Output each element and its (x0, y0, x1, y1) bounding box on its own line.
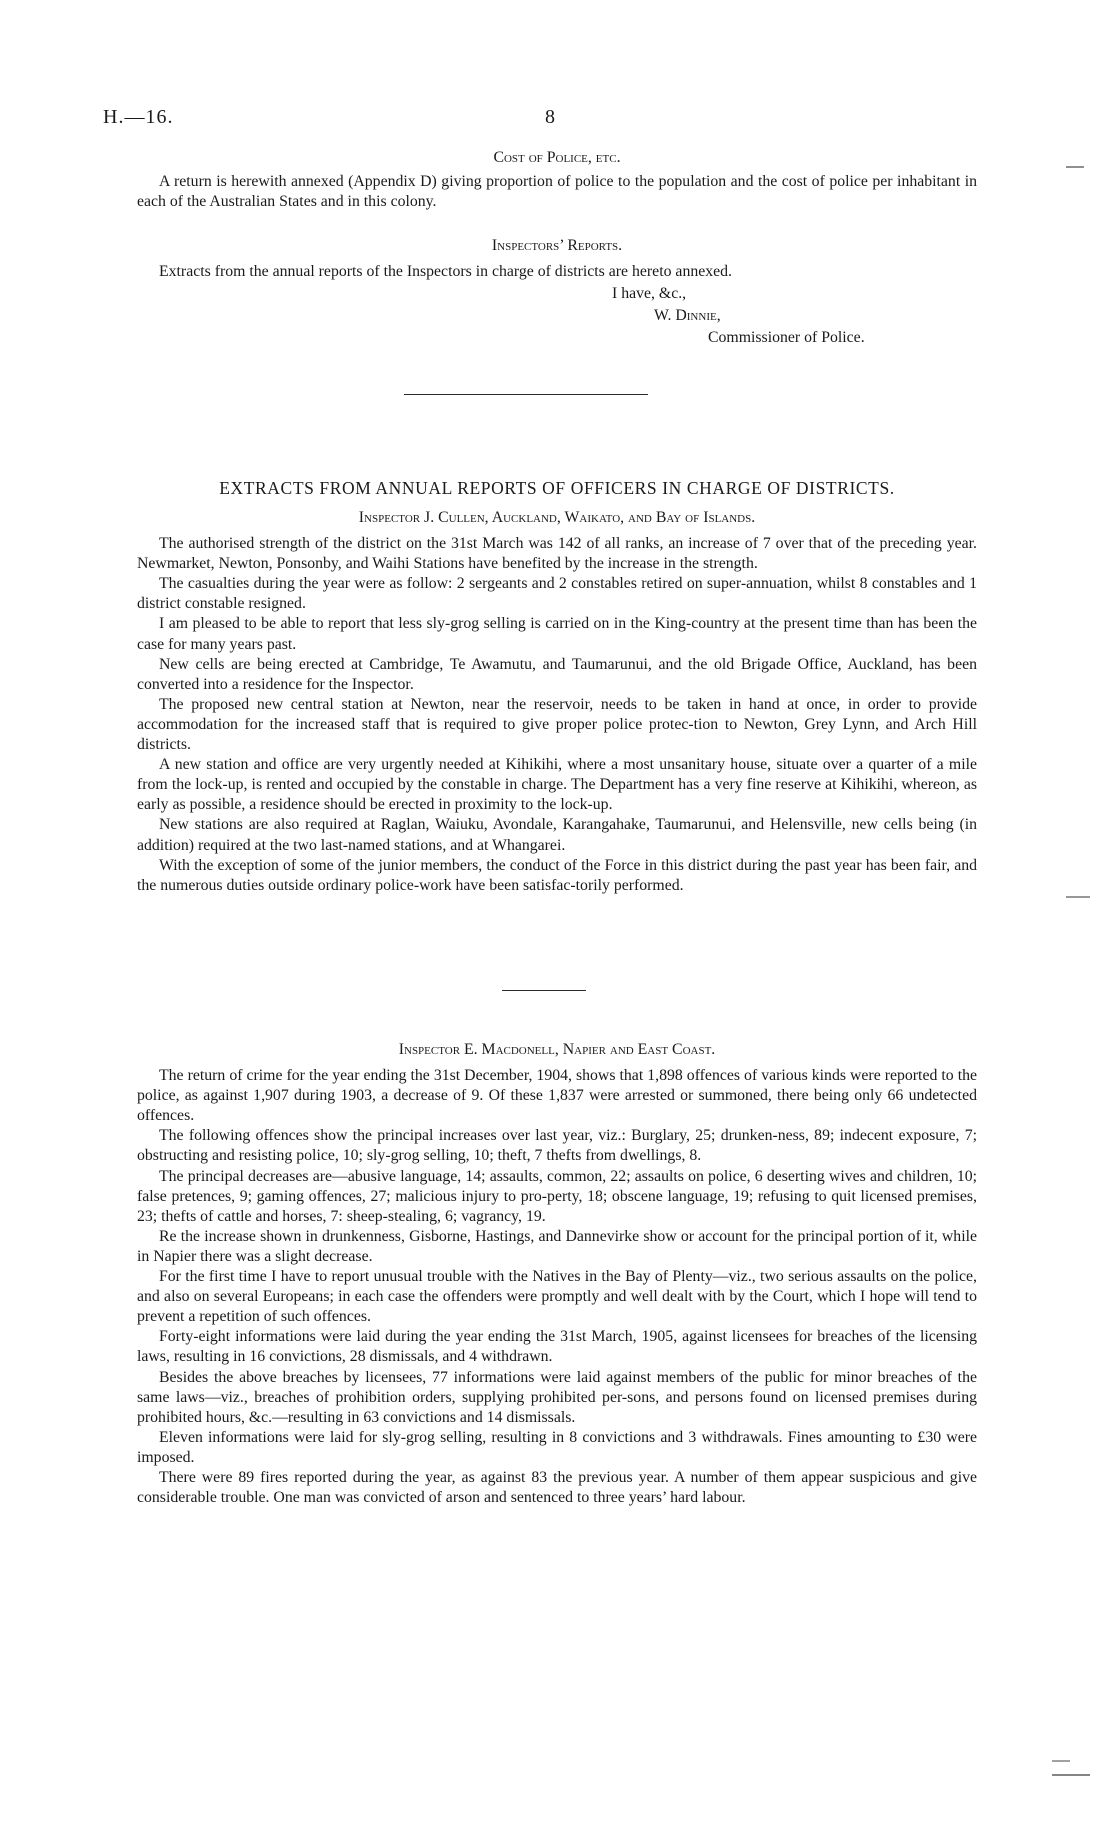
macdonell-paragraph: The principal decreases are—abusive language, 14; assaults, common, 22; assaults on police, 6 deserting wives and children, 10; false pretences, 9; gaming offences, 27; malicious injury to pro-perty, 18; obscene language, 19; refusing to quit licensed premises, 23; thefts of cattle and horses, 7: sheep-stealing, 6; vagrancy, 19. (137, 1167, 977, 1225)
inspectors-section (137, 236, 977, 282)
page-number: 8 (545, 106, 555, 128)
cullen-heading: Inspector J. Cullen, Auckland, Waikato, and Bay of Islands. (358, 509, 756, 526)
macdonell-paragraph: Forty-eight informations were laid during the year ending the 31st March, 1905, against licensees for breaches of the licensing laws, resulting in 16 convictions, 28 dismissals, and 4 withdrawn. (137, 1328, 977, 1366)
extracts-block (137, 478, 977, 498)
section-divider (404, 394, 648, 395)
signature-name: W. Dinnie, (654, 307, 721, 324)
macdonell-heading: Inspector E. Macdonell, Napier and East Coast. (398, 1041, 716, 1058)
closing-line: I have, &c., (612, 285, 687, 302)
scan-mark (1052, 1774, 1090, 1776)
inspectors-heading: Inspectors’ Reports. (491, 237, 623, 254)
scan-mark (1066, 166, 1084, 168)
document-id: H.—16. (103, 106, 174, 128)
cost-section (137, 148, 977, 212)
macdonell-paragraph: Besides the above breaches by licensees, 77 informations were laid against members of the public for minor breaches of the same laws—viz., breaches of prohibition orders, supplying prohibited per-sons, and persons found on licensed premises during prohibited hours, &c.—resulting in 63 convictions and 14 dismissals. (137, 1368, 977, 1426)
macdonell-paragraph: The following offences show the principal increases over last year, viz.: Burglary, 25; drunken-ness, 89; indecent exposure, 7; obstructing and resisting police, 10; sly-grog selling, 10; theft, 7 thefts from dwellings, 8. (137, 1127, 977, 1165)
macdonell-paragraph: There were 89 fires reported during the year, as against 83 the previous year. A number of them appear suspicious and give considerable trouble. One man was convicted of arson and sentenced to three years’ hard labour. (137, 1468, 977, 1507)
cullen-paragraph: The casualties during the year were as follow: 2 sergeants and 2 constables retired on super-annuation, whilst 8 constables and 1 district constable resigned. (137, 575, 977, 613)
report-divider (502, 990, 586, 991)
macdonell-paragraph: Re the increase shown in drunkenness, Gisborne, Hastings, and Dannevirke show or account for the principal portion of it, while in Napier there was a slight decrease. (137, 1227, 977, 1265)
scan-mark (1052, 1760, 1070, 1762)
macdonell-report (137, 1040, 977, 1508)
macdonell-paragraph: Eleven informations were laid for sly-grog selling, resulting in 8 convictions and 3 withdrawals. Fines amounting to £30 were imposed. (137, 1428, 977, 1466)
cullen-paragraph: A new station and office are very urgently needed at Kihikihi, where a most unsanitary house, situate over a quarter of a mile from the lock-up, is rented and occupied by the constable in charge. The Department has a very fine reserve at Kihikihi, whereon, as early as possible, a residence should be erected in proximity to the lock-up. (137, 756, 977, 814)
inspectors-paragraph: Extracts from the annual reports of the Inspectors in charge of districts are hereto annexed. (159, 263, 733, 281)
extracts-title: EXTRACTS FROM ANNUAL REPORTS OF OFFICERS IN CHARGE OF DISTRICTS. (219, 478, 895, 498)
cullen-paragraph: The proposed new central station at Newton, near the reservoir, needs to be taken in hand at once, in order to provide accommodation for the increased staff that is required to give proper police protec-tion to Newton, Grey Lynn, and Arch Hill districts. (137, 695, 977, 754)
cullen-paragraph: The authorised strength of the district on the 31st March was 142 of all ranks, an increase of 7 over that of the preceding year. Newmarket, Newton, Ponsonby, and Waihi Stations have benefited by the increase in the strength. (137, 535, 977, 573)
cullen-paragraph: I am pleased to be able to report that less sly-grog selling is carried on in the King-country at the present time than has been the case for many years past. (137, 615, 977, 653)
macdonell-paragraph: For the first time I have to report unusual trouble with the Natives in the Bay of Plenty—viz., two serious assaults on the police, and also on several Europeans; in each case the offenders were promptly and well dealt with by the Court, which I hope will tend to prevent a repetition of such offences. (137, 1268, 977, 1326)
cost-heading: Cost of Police, etc. (493, 149, 621, 166)
signature-title: Commissioner of Police. (708, 329, 865, 346)
cullen-paragraph: New cells are being erected at Cambridge, Te Awamutu, and Taumarunui, and the old Brigade Office, Auckland, has been converted into a residence for the Inspector. (137, 655, 977, 693)
cullen-paragraph: With the exception of some of the junior members, the conduct of the Force in this district during the past year has been fair, and the numerous duties outside ordinary police-work have been satisfac-torily performed. (137, 856, 977, 894)
cost-paragraph: A return is herewith annexed (Appendix D) giving proportion of police to the population and the cost of police per inhabitant in each of the Australian States and in this colony. (137, 173, 977, 211)
scan-mark (1066, 896, 1090, 898)
cullen-report (137, 508, 977, 896)
cullen-paragraph: New stations are also required at Raglan, Waiuku, Avondale, Karangahake, Taumarunui, and Helensville, new cells being (in addition) required at the two last-named stations, and at Whangarei. (137, 816, 977, 854)
macdonell-paragraph: The return of crime for the year ending the 31st December, 1904, shows that 1,898 offences of various kinds were reported to the police, as against 1,907 during 1903, a decrease of 9. Of these 1,837 were arrested or summoned, there being only 66 undetected offences. (137, 1067, 977, 1125)
